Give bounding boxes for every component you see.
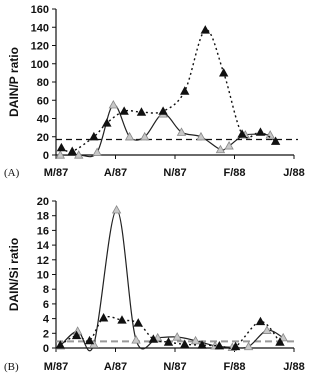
y-tick-label: 8 bbox=[42, 284, 49, 297]
x-tick-label: F/88 bbox=[223, 167, 246, 179]
y-tick-label: 14 bbox=[36, 240, 49, 253]
data-point-open-triangle bbox=[216, 146, 224, 153]
x-tick-label: N/87 bbox=[163, 361, 187, 373]
data-point-open-triangle bbox=[93, 148, 101, 155]
data-point-filled-triangle bbox=[256, 318, 264, 325]
y-tick-label: 6 bbox=[42, 298, 49, 311]
chart-panel-a bbox=[4, 4, 305, 179]
x-tick-label: J/88 bbox=[283, 361, 305, 373]
data-point-open-triangle bbox=[132, 336, 140, 343]
data-point-open-triangle bbox=[126, 133, 134, 140]
x-tick-label: J/88 bbox=[283, 167, 305, 179]
y-tick-label: 160 bbox=[30, 4, 49, 16]
x-tick-label: M/87 bbox=[43, 167, 69, 179]
x-tick-label: A/87 bbox=[103, 167, 128, 179]
y-tick-label: 0 bbox=[42, 150, 49, 162]
y-tick-label: 140 bbox=[30, 22, 49, 35]
y-tick-label: 20 bbox=[36, 131, 49, 144]
x-tick-label: A/87 bbox=[103, 361, 128, 373]
y-tick-label: 40 bbox=[36, 113, 49, 126]
data-point-filled-triangle bbox=[220, 69, 228, 76]
data-point-filled-triangle bbox=[86, 337, 94, 344]
chart-panel-b bbox=[4, 196, 305, 373]
y-tick-label: 12 bbox=[36, 254, 49, 267]
data-point-open-triangle bbox=[225, 142, 233, 149]
data-point-filled-triangle bbox=[159, 107, 167, 114]
y-tick-label: 0 bbox=[42, 343, 49, 355]
y-axis-label: DAIN/P ratio bbox=[7, 47, 21, 117]
y-axis-label: DAIN/Si ratio bbox=[7, 237, 21, 312]
y-tick-label: 4 bbox=[42, 313, 49, 326]
data-point-filled-triangle bbox=[201, 26, 209, 33]
data-point-filled-triangle bbox=[100, 314, 108, 321]
data-point-filled-triangle bbox=[68, 147, 76, 154]
y-tick-label: 80 bbox=[36, 77, 49, 89]
data-point-filled-triangle bbox=[134, 319, 142, 326]
data-point-filled-triangle bbox=[256, 128, 264, 135]
y-tick-label: 10 bbox=[36, 269, 49, 282]
x-tick-label: N/87 bbox=[163, 167, 187, 179]
data-point-open-triangle bbox=[245, 343, 253, 350]
y-tick-label: 60 bbox=[36, 95, 49, 108]
y-tick-label: 100 bbox=[30, 58, 49, 71]
y-tick-label: 120 bbox=[30, 40, 49, 53]
panel-label: (B) bbox=[4, 361, 19, 373]
data-point-filled-triangle bbox=[181, 87, 189, 94]
data-point-filled-triangle bbox=[137, 108, 145, 115]
x-tick-label: M/87 bbox=[43, 361, 69, 373]
x-tick-label: F/88 bbox=[223, 361, 246, 373]
data-point-open-triangle bbox=[113, 206, 121, 213]
data-point-filled-triangle bbox=[90, 133, 98, 140]
y-tick-label: 16 bbox=[36, 225, 49, 238]
data-point-open-triangle bbox=[109, 101, 117, 108]
panel-label: (A) bbox=[4, 167, 20, 179]
series-line-solid bbox=[60, 210, 283, 351]
y-tick-label: 2 bbox=[42, 328, 49, 341]
y-tick-label: 20 bbox=[36, 196, 49, 208]
y-tick-label: 18 bbox=[36, 210, 49, 223]
data-point-filled-triangle bbox=[57, 144, 65, 151]
